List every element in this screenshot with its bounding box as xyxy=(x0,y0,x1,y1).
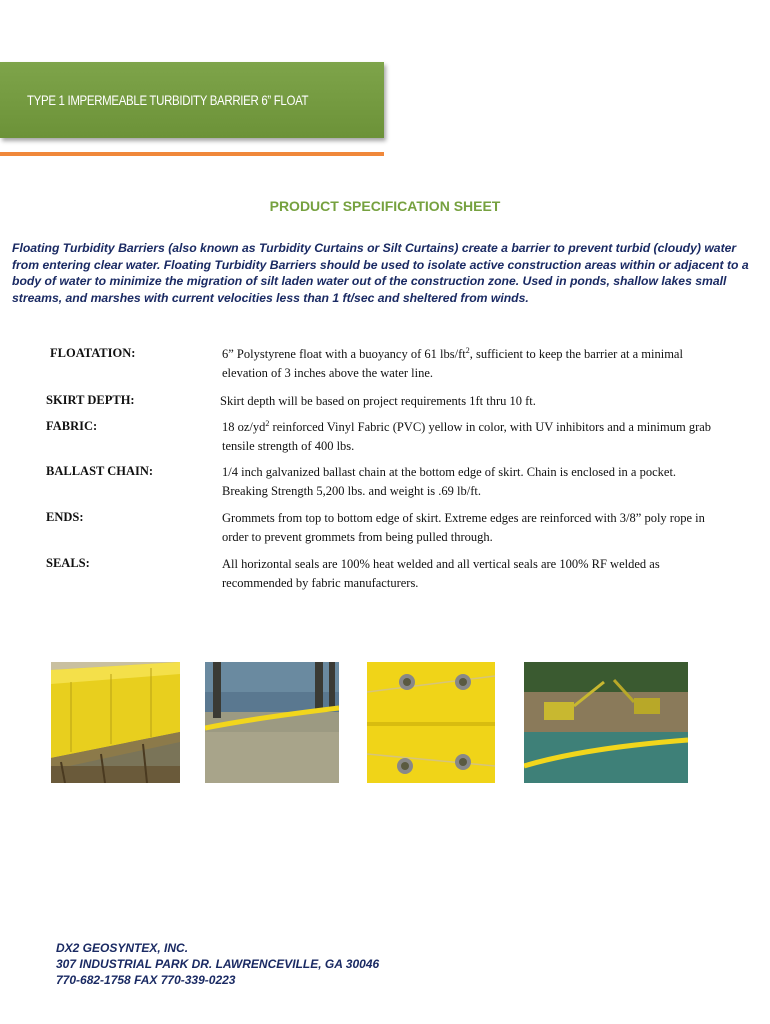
company-footer xyxy=(56,940,379,988)
orange-divider xyxy=(0,152,384,156)
spec-label-seals: SEALS: xyxy=(46,556,90,570)
spec-value-seals: All horizontal seals are 100% heat welded and all vertical seals are 100% RF welded as recommended by fabric manufacturers. xyxy=(222,557,660,590)
banner-title: TYPE 1 IMPERMEABLE TURBIDITY BARRIER 6” FLOAT xyxy=(27,92,309,108)
title-banner xyxy=(0,62,384,138)
spec-value-skirt-depth: Skirt depth will be based on project requirements 1ft thru 10 ft. xyxy=(220,394,536,408)
photo-fabric-grommets xyxy=(367,662,495,783)
sheet-title xyxy=(0,198,770,214)
spec-label-ballast-chain: BALLAST CHAIN: xyxy=(46,464,154,478)
sheet-title-text: PRODUCT SPECIFICATION SHEET xyxy=(269,198,501,214)
company-phone: 770-682-1758 FAX 770-339-0223 xyxy=(56,973,236,987)
photo-construction-site xyxy=(524,662,688,783)
spec-label-ends: ENDS: xyxy=(46,510,84,524)
photo-barrier-on-rack xyxy=(51,662,180,783)
spec-value-floatation: 6” Polystyrene float with a buoyancy of 61 lbs/$ft^2$, sufficient to keep the barrier at a minimal elevation of 3 inches above the water line. xyxy=(222,345,683,380)
spec-value-fabric: 18 $oz/yd^2$ reinforced Vinyl Fabric (PVC) yellow in color, with UV inhibitors and a minimum grab tensile strength of 400 lbs. xyxy=(222,418,712,453)
company-address: 307 INDUSTRIAL PARK DR. LAWRENCEVILLE, GA 30046 xyxy=(56,957,380,971)
intro-paragraph: Floating Turbidity Barriers (also known as Turbidity Curtains or Silt Curtains) create a barrier to prevent turbid (cloudy) water from entering clear water. Floating Turbidity Barriers should be used to isolate active construction areas within or adjacent to a body of water to minimize the migration of silt laden water out of the construction zone. Used in ponds, shallow lakes small streams, and marshes with current velocities less than 1 ft/sec and sheltered from winds. xyxy=(12,241,749,305)
company-name: DX2 GEOSYNTEX, INC. xyxy=(56,941,189,955)
spec-label-floatation: FLOATATION: xyxy=(50,346,136,360)
spec-value-ends: Grommets from top to bottom edge of skirt. Extreme edges are reinforced with 3/8” poly rope in order to prevent grommets from being pulled through. xyxy=(222,511,705,544)
spec-value-ballast-chain: 1/4 inch galvanized ballast chain at the bottom edge of skirt. Chain is enclosed in a pocket. Breaking Strength 5,200 lbs. and weight is .69 lb/ft. xyxy=(222,465,677,498)
spec-label-skirt-depth: SKIRT DEPTH: xyxy=(46,393,135,407)
photo-barrier-by-pier xyxy=(205,662,339,783)
spec-label-fabric: FABRIC: xyxy=(46,419,98,433)
